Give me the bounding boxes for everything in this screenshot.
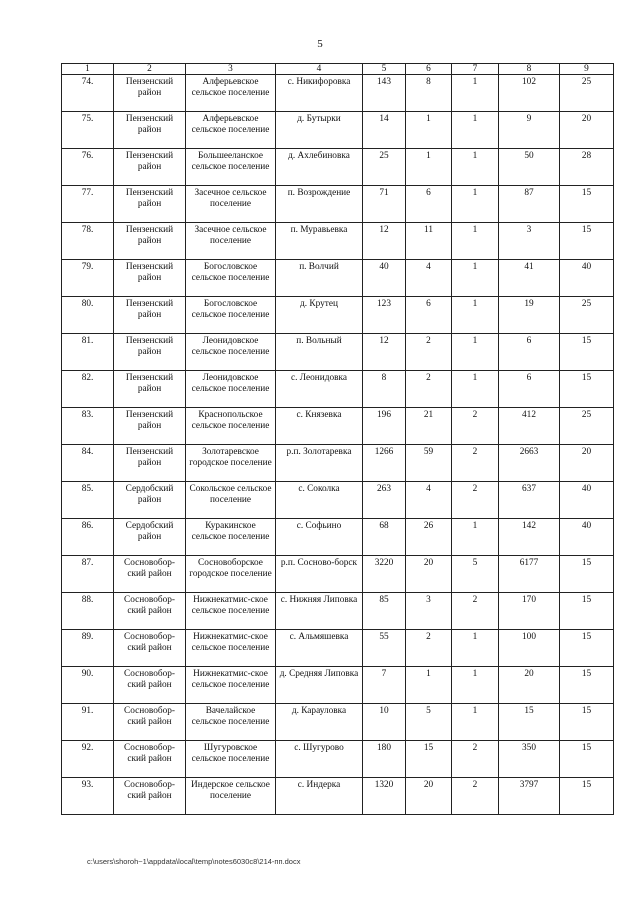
cell-col-8-value: 100 — [499, 630, 560, 667]
cell-settlement: Большееланское сельское поселение — [186, 149, 276, 186]
cell-locality: р.п. Сосново-борск — [276, 556, 363, 593]
cell-col-9-value: 15 — [560, 778, 614, 815]
cell-settlement: Богословское сельское поселение — [186, 297, 276, 334]
cell-col-9-value: 20 — [560, 112, 614, 149]
cell-district: Сосновобор-ский район — [114, 704, 186, 741]
cell-col-8-value: 15 — [499, 704, 560, 741]
cell-col-8-value: 6177 — [499, 556, 560, 593]
cell-settlement: Алферьевское сельское поселение — [186, 112, 276, 149]
column-header: 3 — [186, 64, 276, 75]
cell-col-5-value: 25 — [363, 149, 406, 186]
cell-col-5-value: 123 — [363, 297, 406, 334]
cell-locality: д. Средняя Липовка — [276, 667, 363, 704]
cell-col-7-value: 1 — [452, 112, 499, 149]
cell-col-5-value: 196 — [363, 408, 406, 445]
cell-col-6-value: 8 — [406, 75, 452, 112]
cell-col-7-value: 1 — [452, 260, 499, 297]
cell-col-8-value: 41 — [499, 260, 560, 297]
cell-col-8-value: 170 — [499, 593, 560, 630]
table-row — [62, 75, 614, 112]
cell-col-7-value: 1 — [452, 519, 499, 556]
column-header: 2 — [114, 64, 186, 75]
cell-settlement: Вачелайское сельское поселение — [186, 704, 276, 741]
column-header: 4 — [276, 64, 363, 75]
cell-row-number: 77. — [62, 186, 114, 223]
cell-settlement: Куракинское сельское поселение — [186, 519, 276, 556]
cell-col-5-value: 8 — [363, 371, 406, 408]
cell-district: Сосновобор-ский район — [114, 741, 186, 778]
cell-col-6-value: 11 — [406, 223, 452, 260]
cell-district: Сосновобор-ский район — [114, 556, 186, 593]
cell-settlement: Леонидовское сельское поселение — [186, 371, 276, 408]
table-row — [62, 260, 614, 297]
cell-col-7-value: 2 — [452, 445, 499, 482]
cell-locality: р.п. Золотаревка — [276, 445, 363, 482]
cell-col-9-value: 15 — [560, 667, 614, 704]
cell-col-7-value: 2 — [452, 408, 499, 445]
cell-col-5-value: 1266 — [363, 445, 406, 482]
cell-col-7-value: 1 — [452, 667, 499, 704]
cell-col-9-value: 15 — [560, 630, 614, 667]
cell-district: Пензенский район — [114, 334, 186, 371]
cell-col-6-value: 21 — [406, 408, 452, 445]
cell-locality: с. Софьино — [276, 519, 363, 556]
table-row — [62, 482, 614, 519]
cell-col-5-value: 3220 — [363, 556, 406, 593]
cell-settlement: Шугуровское сельское поселение — [186, 741, 276, 778]
cell-settlement: Засечное сельское поселение — [186, 223, 276, 260]
cell-col-9-value: 25 — [560, 408, 614, 445]
cell-col-8-value: 350 — [499, 741, 560, 778]
cell-district: Сердобский район — [114, 519, 186, 556]
cell-col-9-value: 25 — [560, 297, 614, 334]
cell-col-7-value: 1 — [452, 186, 499, 223]
cell-locality: д. Карауловка — [276, 704, 363, 741]
cell-col-6-value: 20 — [406, 778, 452, 815]
cell-col-6-value: 3 — [406, 593, 452, 630]
cell-col-8-value: 19 — [499, 297, 560, 334]
table-row — [62, 186, 614, 223]
column-header: 1 — [62, 64, 114, 75]
cell-col-7-value: 5 — [452, 556, 499, 593]
cell-district: Пензенский район — [114, 75, 186, 112]
cell-row-number: 78. — [62, 223, 114, 260]
cell-district: Пензенский район — [114, 186, 186, 223]
cell-district: Сосновобор-ский район — [114, 630, 186, 667]
cell-settlement: Леонидовское сельское поселение — [186, 334, 276, 371]
cell-settlement: Нижнекатмис-ское сельское поселение — [186, 593, 276, 630]
table-row — [62, 223, 614, 260]
cell-settlement: Алферьевское сельское поселение — [186, 75, 276, 112]
cell-col-9-value: 15 — [560, 223, 614, 260]
column-header: 5 — [363, 64, 406, 75]
cell-district: Сосновобор-ский район — [114, 778, 186, 815]
column-header: 7 — [452, 64, 499, 75]
cell-col-5-value: 68 — [363, 519, 406, 556]
cell-district: Пензенский район — [114, 297, 186, 334]
table-row — [62, 334, 614, 371]
cell-col-6-value: 4 — [406, 260, 452, 297]
column-header: 8 — [499, 64, 560, 75]
cell-col-9-value: 40 — [560, 260, 614, 297]
cell-district: Пензенский район — [114, 371, 186, 408]
cell-row-number: 92. — [62, 741, 114, 778]
table-row — [62, 778, 614, 815]
cell-col-5-value: 12 — [363, 223, 406, 260]
cell-row-number: 91. — [62, 704, 114, 741]
cell-district: Сердобский район — [114, 482, 186, 519]
cell-locality: п. Возрождение — [276, 186, 363, 223]
cell-col-9-value: 15 — [560, 556, 614, 593]
column-header: 6 — [406, 64, 452, 75]
cell-col-9-value: 40 — [560, 482, 614, 519]
table-body — [62, 75, 614, 815]
cell-col-6-value: 5 — [406, 704, 452, 741]
cell-col-7-value: 1 — [452, 223, 499, 260]
cell-col-6-value: 6 — [406, 297, 452, 334]
cell-locality: п. Волчий — [276, 260, 363, 297]
cell-col-5-value: 12 — [363, 334, 406, 371]
cell-settlement: Богословское сельское поселение — [186, 260, 276, 297]
cell-locality: с. Соколка — [276, 482, 363, 519]
cell-locality: д. Бутырки — [276, 112, 363, 149]
table-row — [62, 704, 614, 741]
table-row — [62, 371, 614, 408]
cell-district: Пензенский район — [114, 445, 186, 482]
cell-col-5-value: 10 — [363, 704, 406, 741]
cell-col-5-value: 55 — [363, 630, 406, 667]
column-header: 9 — [560, 64, 614, 75]
cell-row-number: 76. — [62, 149, 114, 186]
cell-row-number: 84. — [62, 445, 114, 482]
cell-col-6-value: 1 — [406, 112, 452, 149]
cell-col-5-value: 143 — [363, 75, 406, 112]
cell-locality: с. Шугурово — [276, 741, 363, 778]
cell-col-8-value: 6 — [499, 371, 560, 408]
table-row — [62, 667, 614, 704]
cell-district: Сосновобор-ский район — [114, 667, 186, 704]
cell-settlement: Золотаревское городское поселение — [186, 445, 276, 482]
cell-col-6-value: 1 — [406, 149, 452, 186]
cell-col-9-value: 15 — [560, 593, 614, 630]
table-row — [62, 556, 614, 593]
cell-row-number: 86. — [62, 519, 114, 556]
table-row — [62, 593, 614, 630]
cell-col-6-value: 15 — [406, 741, 452, 778]
cell-col-5-value: 14 — [363, 112, 406, 149]
cell-col-6-value: 6 — [406, 186, 452, 223]
table-row — [62, 149, 614, 186]
cell-col-6-value: 59 — [406, 445, 452, 482]
table-row — [62, 112, 614, 149]
cell-locality: с. Нижняя Липовка — [276, 593, 363, 630]
cell-col-9-value: 25 — [560, 75, 614, 112]
cell-col-7-value: 1 — [452, 704, 499, 741]
cell-col-6-value: 4 — [406, 482, 452, 519]
cell-district: Пензенский район — [114, 260, 186, 297]
cell-col-9-value: 15 — [560, 186, 614, 223]
cell-row-number: 90. — [62, 667, 114, 704]
cell-col-8-value: 87 — [499, 186, 560, 223]
cell-col-8-value: 3 — [499, 223, 560, 260]
page-number: 5 — [317, 38, 323, 50]
cell-settlement: Индерское сельское поселение — [186, 778, 276, 815]
table-row — [62, 741, 614, 778]
cell-row-number: 83. — [62, 408, 114, 445]
cell-col-7-value: 1 — [452, 630, 499, 667]
cell-row-number: 85. — [62, 482, 114, 519]
cell-col-9-value: 28 — [560, 149, 614, 186]
table-row — [62, 445, 614, 482]
cell-row-number: 81. — [62, 334, 114, 371]
cell-col-8-value: 3797 — [499, 778, 560, 815]
cell-col-6-value: 2 — [406, 371, 452, 408]
cell-col-7-value: 1 — [452, 297, 499, 334]
cell-col-6-value: 20 — [406, 556, 452, 593]
cell-district: Пензенский район — [114, 223, 186, 260]
cell-locality: с. Леонидовка — [276, 371, 363, 408]
cell-row-number: 93. — [62, 778, 114, 815]
cell-district: Пензенский район — [114, 408, 186, 445]
cell-col-9-value: 20 — [560, 445, 614, 482]
footer-file-path: c:\users\shoroh~1\appdata\local\temp\notes6030c8\214-пп.docx — [87, 857, 301, 866]
cell-col-7-value: 1 — [452, 149, 499, 186]
cell-locality: с. Князевка — [276, 408, 363, 445]
cell-col-8-value: 142 — [499, 519, 560, 556]
cell-locality: п. Вольный — [276, 334, 363, 371]
cell-col-9-value: 15 — [560, 741, 614, 778]
cell-locality: д. Ахлебиновка — [276, 149, 363, 186]
cell-col-9-value: 15 — [560, 371, 614, 408]
cell-settlement: Сосновоборское городское поселение — [186, 556, 276, 593]
cell-row-number: 75. — [62, 112, 114, 149]
cell-col-8-value: 9 — [499, 112, 560, 149]
cell-district: Сосновобор-ский район — [114, 593, 186, 630]
cell-row-number: 80. — [62, 297, 114, 334]
cell-row-number: 89. — [62, 630, 114, 667]
table-row — [62, 297, 614, 334]
cell-col-5-value: 40 — [363, 260, 406, 297]
cell-col-5-value: 85 — [363, 593, 406, 630]
cell-col-5-value: 1320 — [363, 778, 406, 815]
cell-settlement: Краснопольское сельское поселение — [186, 408, 276, 445]
table-row — [62, 519, 614, 556]
cell-col-5-value: 7 — [363, 667, 406, 704]
cell-row-number: 82. — [62, 371, 114, 408]
cell-locality: д. Крутец — [276, 297, 363, 334]
cell-settlement: Нижнекатмис-ское сельское поселение — [186, 667, 276, 704]
cell-col-9-value: 40 — [560, 519, 614, 556]
cell-col-7-value: 1 — [452, 371, 499, 408]
cell-locality: с. Никифоровка — [276, 75, 363, 112]
cell-settlement: Сокольское сельское поселение — [186, 482, 276, 519]
cell-col-9-value: 15 — [560, 704, 614, 741]
cell-col-7-value: 1 — [452, 334, 499, 371]
cell-row-number: 88. — [62, 593, 114, 630]
cell-district: Пензенский район — [114, 112, 186, 149]
cell-col-7-value: 2 — [452, 741, 499, 778]
cell-col-8-value: 102 — [499, 75, 560, 112]
cell-locality: п. Муравьевка — [276, 223, 363, 260]
cell-row-number: 87. — [62, 556, 114, 593]
cell-locality: с. Индерка — [276, 778, 363, 815]
cell-col-6-value: 1 — [406, 667, 452, 704]
cell-col-9-value: 15 — [560, 334, 614, 371]
cell-col-7-value: 2 — [452, 778, 499, 815]
cell-col-8-value: 637 — [499, 482, 560, 519]
cell-settlement: Нижнекатмис-ское сельское поселение — [186, 630, 276, 667]
cell-col-7-value: 2 — [452, 482, 499, 519]
cell-col-6-value: 26 — [406, 519, 452, 556]
cell-settlement: Засечное сельское поселение — [186, 186, 276, 223]
table-row — [62, 408, 614, 445]
data-table — [61, 63, 614, 815]
cell-col-8-value: 6 — [499, 334, 560, 371]
cell-district: Пензенский район — [114, 149, 186, 186]
cell-col-8-value: 2663 — [499, 445, 560, 482]
cell-col-8-value: 20 — [499, 667, 560, 704]
cell-col-5-value: 71 — [363, 186, 406, 223]
cell-row-number: 74. — [62, 75, 114, 112]
cell-row-number: 79. — [62, 260, 114, 297]
cell-col-7-value: 2 — [452, 593, 499, 630]
cell-col-5-value: 180 — [363, 741, 406, 778]
cell-col-8-value: 412 — [499, 408, 560, 445]
cell-col-5-value: 263 — [363, 482, 406, 519]
table-row — [62, 630, 614, 667]
cell-locality: с. Альмяшевка — [276, 630, 363, 667]
cell-col-8-value: 50 — [499, 149, 560, 186]
cell-col-6-value: 2 — [406, 630, 452, 667]
cell-col-7-value: 1 — [452, 75, 499, 112]
cell-col-6-value: 2 — [406, 334, 452, 371]
header-row — [62, 64, 614, 75]
